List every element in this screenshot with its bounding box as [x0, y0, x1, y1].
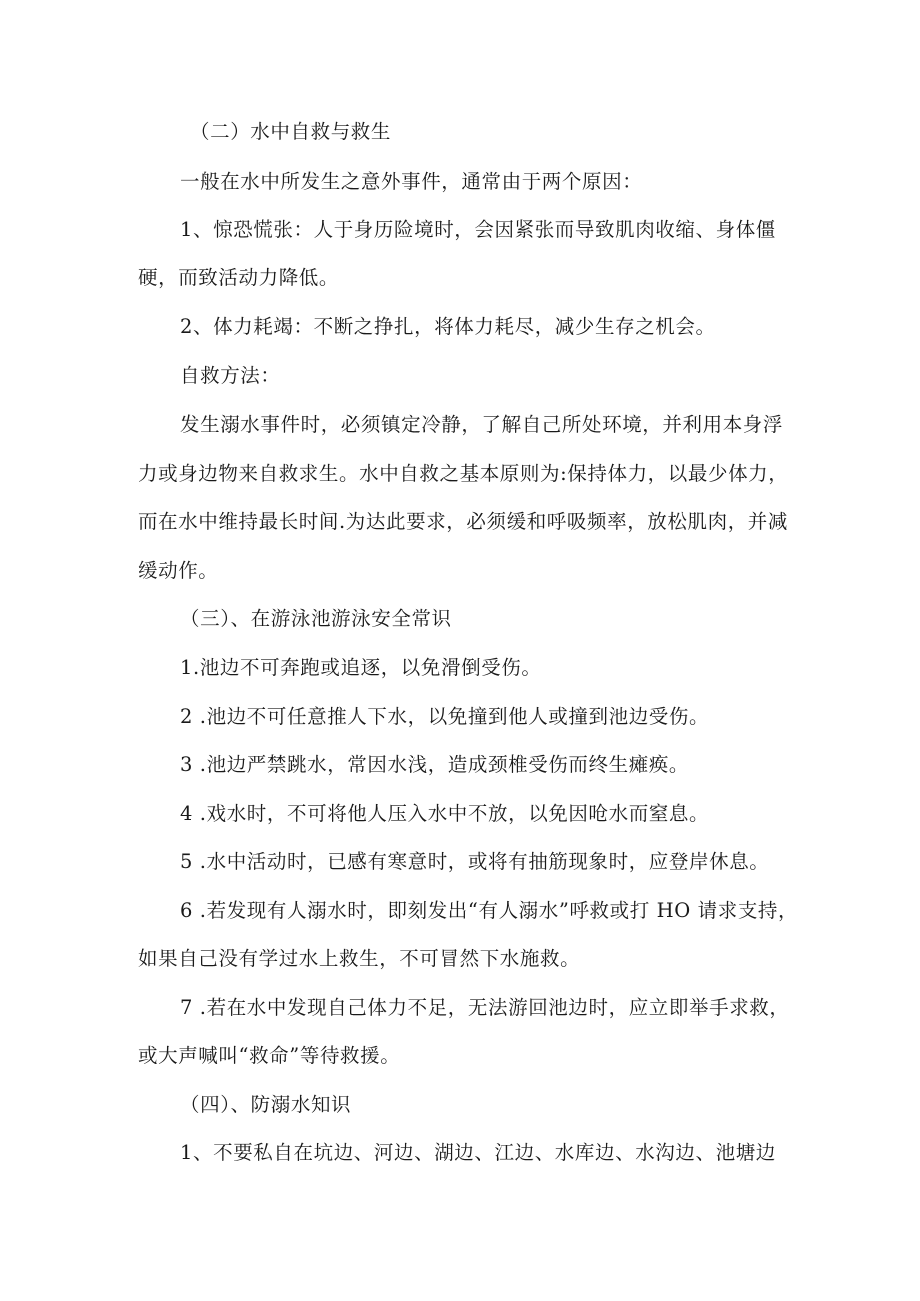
paragraph-self-rescue-line-3: 而在水中维持最长时间.为达此要求，必须缓和呼吸频率，放松肌肉，并减: [138, 510, 788, 533]
list-item-1-line-1: 1、惊恐慌张：人于身历险境时，会因紧张而导致肌肉收缩、身体僵: [180, 218, 776, 241]
list-item-2: 2、体力耗竭：不断之挣扎，将体力耗尽，减少生存之机会。: [180, 315, 716, 338]
paragraph-self-rescue-line-4: 缓动作。: [138, 559, 219, 582]
paragraph-self-rescue-line-2: 力或身边物来自救求生。水中自救之基本原则为:保持体力，以最少体力，: [138, 462, 789, 485]
pool-rule-6-line-2: 如果自己没有学过水上救生，不可冒然下水施救。: [138, 947, 581, 970]
paragraph-intro: 一般在水中所发生之意外事件，通常由于两个原因：: [180, 170, 643, 193]
list-item-1-line-2: 硬，而致活动力降低。: [138, 266, 340, 289]
pool-rule-4: 4 .戏水时，不可将他人压入水中不放，以免因呛水而窒息。: [180, 802, 710, 825]
paragraph-self-rescue-line-1: 发生溺水事件时，必须镇定冷静，了解自己所处环境，并利用本身浮: [180, 413, 784, 436]
pool-rule-7-line-1: 7 .若在水中发现自己体力不足，无法游回池边时，应立即举手求救，: [180, 996, 790, 1019]
pool-rule-2: 2 .池边不可任意推人下水，以免撞到他人或撞到池边受伤。: [180, 705, 710, 728]
section-heading-3: （三）、在游泳池游泳安全常识: [180, 607, 452, 630]
section-heading-2: （二）水中自救与救生: [190, 120, 392, 143]
pool-rule-3: 3 .池边严禁跳水，常因水浅，造成颈椎受伤而终生瘫痪。: [180, 753, 690, 776]
pool-rule-5: 5 .水中活动时，已感有寒意时，或将有抽筋现象时，应登岸休息。: [180, 850, 770, 873]
pool-rule-6-line-1: 6 .若发现有人溺水时，即刻发出“有人溺水”呼救或打 HO 请求支持，: [180, 899, 799, 922]
subheading-self-rescue: 自救方法：: [180, 364, 281, 387]
section-heading-4: （四）、防溺水知识: [180, 1093, 352, 1116]
prevention-item-1: 1、不要私自在坑边、河边、湖边、江边、水库边、水沟边、池塘边: [180, 1141, 776, 1164]
pool-rule-7-line-2: 或大声喊叫“救命”等待救援。: [138, 1044, 401, 1067]
pool-rule-1: 1.池边不可奔跑或追逐，以免滑倒受伤。: [180, 656, 542, 679]
